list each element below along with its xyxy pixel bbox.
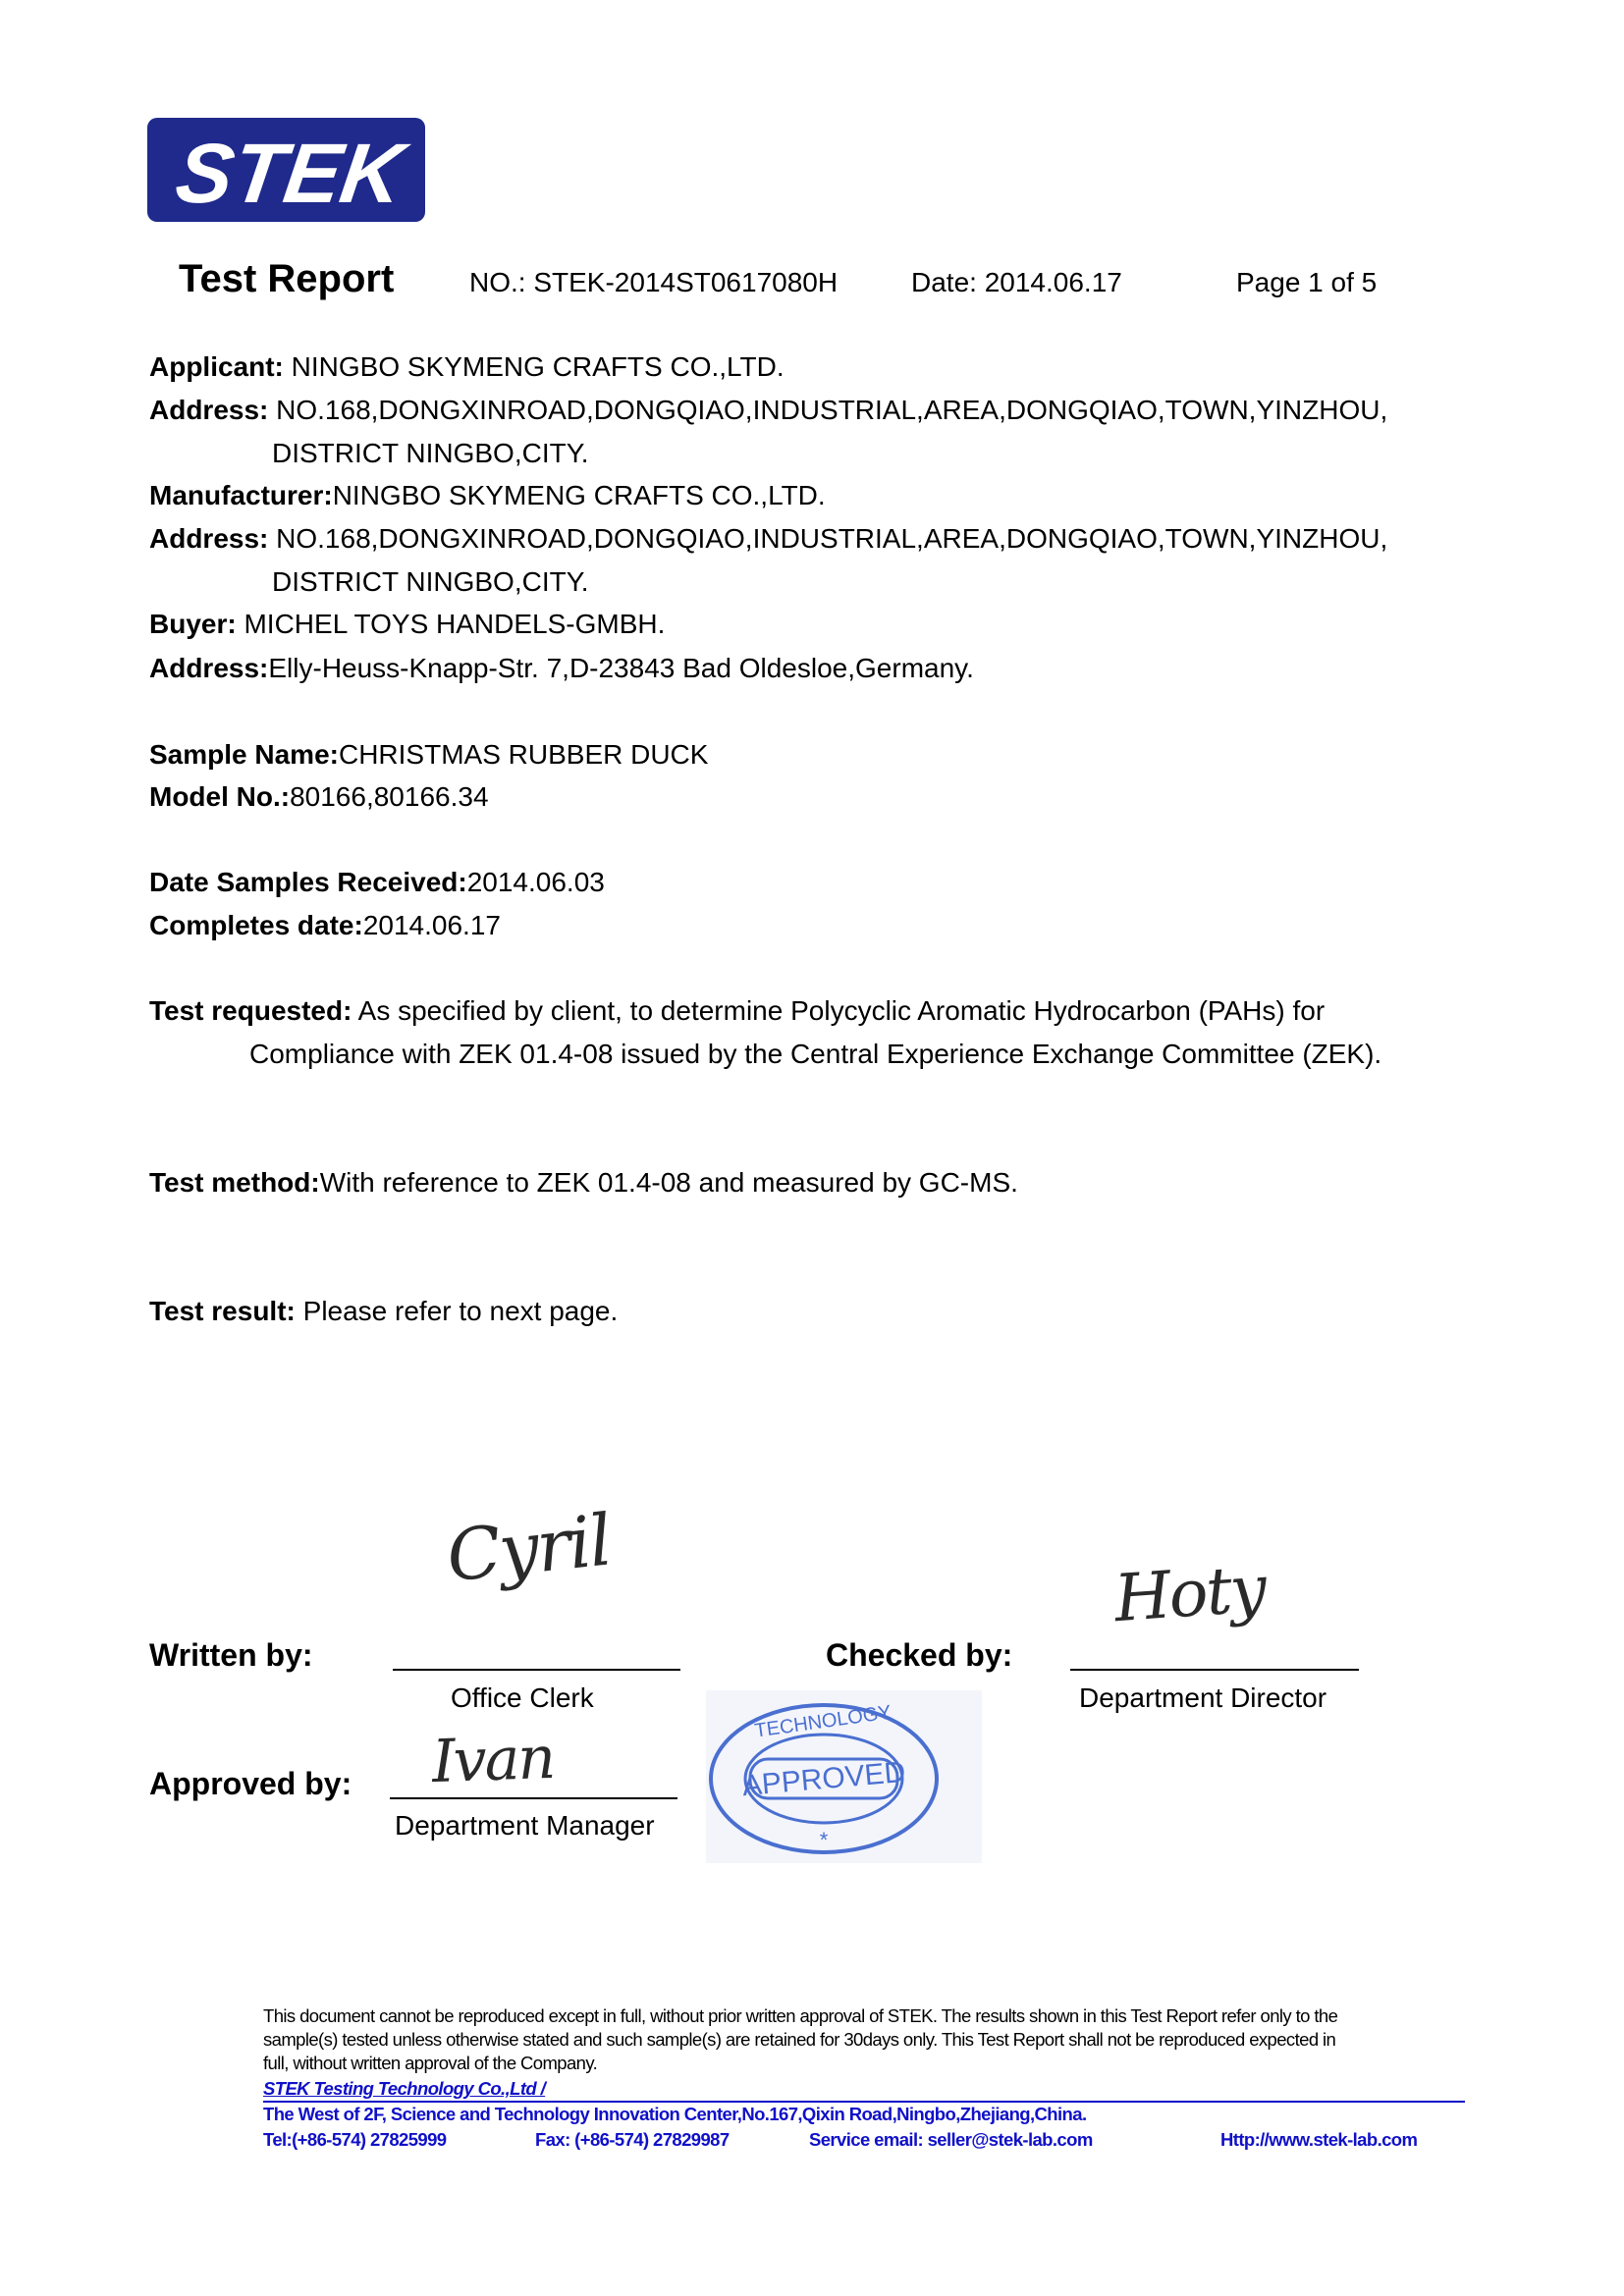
written-signature: Cyril xyxy=(443,1498,615,1598)
report-number: NO.: STEK-2014ST0617080H xyxy=(469,267,839,297)
test-requested-label: Test requested: xyxy=(149,995,352,1026)
disclaimer-line: sample(s) tested unless otherwise stated and such sample(s) are retained for 30days only. This Test Report shall not be reproduced expected in xyxy=(263,2029,1336,2050)
address-value: NO.168,DONGXINROAD,DONGQIAO,INDUSTRIAL,AREA,DONGQIAO,TOWN,YINZHOU, xyxy=(268,523,1388,554)
svg-text:TECHNOLOGY: TECHNOLOGY xyxy=(753,1701,893,1742)
applicant-value: NINGBO SKYMENG CRAFTS CO.,LTD. xyxy=(283,351,785,382)
checked-signature: Hoty xyxy=(1111,1550,1268,1637)
disclaimer-line: full, without written approval of the Company. xyxy=(263,2053,598,2073)
received-value: 2014.06.03 xyxy=(466,867,605,897)
report-date: Date: 2014.06.17 xyxy=(911,267,1122,297)
buyer-label: Buyer: xyxy=(149,609,237,639)
test-method-row xyxy=(149,1167,1018,1199)
test-method-label: Test method: xyxy=(149,1167,320,1198)
footer-fax: Fax: (+86-574) 27829987 xyxy=(535,2129,730,2150)
company-address: The West of 2F, Science and Technology Innovation Center,No.167,Qixin Road,Ningbo,Zhejiang,China. xyxy=(263,2104,1087,2124)
footer-email[interactable]: Service email: seller@stek-lab.com xyxy=(809,2129,1093,2150)
written-role: Office Clerk xyxy=(451,1682,594,1713)
manufacturer-address-row xyxy=(149,523,1387,555)
svg-text:STEK: STEK xyxy=(170,127,409,221)
footer-tel: Tel:(+86-574) 27825999 xyxy=(263,2129,447,2150)
address-label: Address: xyxy=(149,653,269,683)
model-value: 80166,80166.34 xyxy=(290,781,489,812)
approved-stamp xyxy=(706,1690,982,1863)
written-signature-line xyxy=(393,1669,680,1671)
test-requested-value: As specified by client, to determine Polycyclic Aromatic Hydrocarbon (PAHs) for xyxy=(352,995,1326,1026)
completes-row xyxy=(149,910,501,941)
footer-divider xyxy=(263,2101,1465,2103)
company-link[interactable]: STEK Testing Technology Co.,Ltd / xyxy=(263,2078,546,2099)
disclaimer-line: This document cannot be reproduced except in full, without prior written approval of STEK. The results shown in this Test Report refer only to the xyxy=(263,2005,1338,2026)
approved-signature: Ivan xyxy=(430,1723,556,1797)
completes-label: Completes date: xyxy=(149,910,363,940)
applicant-address-row xyxy=(149,395,1387,426)
approved-role: Department Manager xyxy=(395,1810,655,1841)
test-result-value: Please refer to next page. xyxy=(295,1296,619,1326)
checked-signature-line xyxy=(1070,1669,1359,1671)
completes-value: 2014.06.17 xyxy=(362,910,501,940)
applicant-row xyxy=(149,351,785,383)
test-method-value: With reference to ZEK 01.4-08 and measured by GC-MS. xyxy=(319,1167,1018,1198)
test-requested-row xyxy=(149,995,1325,1027)
buyer-address-row xyxy=(149,653,974,684)
page-number: Page 1 of 5 xyxy=(1236,267,1378,297)
received-row xyxy=(149,867,605,898)
checked-by-label: Checked by: xyxy=(826,1637,1013,1673)
written-by-label: Written by: xyxy=(149,1637,313,1673)
address-label: Address: xyxy=(149,395,269,425)
address-value: NO.168,DONGXINROAD,DONGQIAO,INDUSTRIAL,AREA,DONGQIAO,TOWN,YINZHOU, xyxy=(268,395,1388,425)
svg-text:APPROVED: APPROVED xyxy=(740,1755,907,1803)
manufacturer-value: NINGBO SKYMENG CRAFTS CO.,LTD. xyxy=(332,480,826,510)
page-title: Test Report xyxy=(179,257,395,300)
address-continuation: DISTRICT NINGBO,CITY. xyxy=(272,438,589,468)
buyer-row xyxy=(149,609,665,640)
manufacturer-row xyxy=(149,480,826,511)
test-result-label: Test result: xyxy=(149,1296,296,1326)
address-value: Elly-Heuss-Knapp-Str. 7,D-23843 Bad Oldesloe,Germany. xyxy=(268,653,974,683)
address-label: Address: xyxy=(149,523,269,554)
test-result-row xyxy=(149,1296,618,1327)
received-label: Date Samples Received: xyxy=(149,867,467,897)
sample-name-value: CHRISTMAS RUBBER DUCK xyxy=(338,739,709,770)
address-continuation: DISTRICT NINGBO,CITY. xyxy=(272,566,589,597)
manufacturer-label: Manufacturer: xyxy=(149,480,333,510)
checked-role: Department Director xyxy=(1079,1682,1327,1713)
svg-text:*: * xyxy=(819,1828,829,1852)
footer-website[interactable]: Http://www.stek-lab.com xyxy=(1220,2129,1418,2150)
stek-logo xyxy=(147,118,425,222)
model-row xyxy=(149,781,489,813)
applicant-label: Applicant: xyxy=(149,351,284,382)
approved-signature-line xyxy=(390,1797,677,1799)
buyer-value: MICHEL TOYS HANDELS-GMBH. xyxy=(236,609,666,639)
approved-by-label: Approved by: xyxy=(149,1766,352,1801)
test-requested-continuation: Compliance with ZEK 01.4-08 issued by the Central Experience Exchange Committee (ZEK). xyxy=(249,1039,1382,1069)
model-label: Model No.: xyxy=(149,781,291,812)
sample-name-label: Sample Name: xyxy=(149,739,339,770)
sample-name-row xyxy=(149,739,708,771)
